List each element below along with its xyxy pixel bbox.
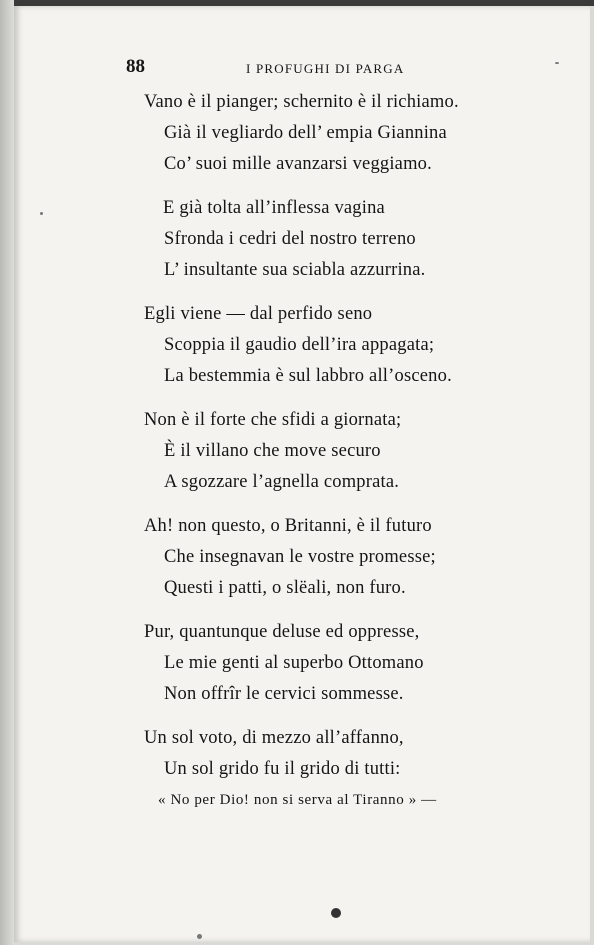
verse-line: Pur, quantunque deluse ed oppresse, xyxy=(144,622,420,642)
stanza xyxy=(0,622,594,728)
verse-line: Questi i patti, o slëali, non furo. xyxy=(164,578,406,598)
paper-speck xyxy=(197,934,202,939)
page-header xyxy=(0,56,594,80)
poem-body xyxy=(0,92,594,834)
verse-line: A sgozzare l’agnella comprata. xyxy=(164,472,400,492)
stanza xyxy=(0,410,594,516)
verse-line-small-caps: « No per Dio! non si serva al Tiranno » — xyxy=(158,792,437,808)
verse-line: E già tolta all’inflessa vagina xyxy=(163,198,385,218)
stanza xyxy=(0,728,594,834)
verse-line: È il villano che move securo xyxy=(164,441,381,461)
verse-line: Un sol voto, di mezzo all’affanno, xyxy=(144,728,404,748)
verse-line: Che insegnavan le vostre promesse; xyxy=(164,547,436,567)
verse-line: Co’ suoi mille avanzarsi veggiamo. xyxy=(164,154,432,174)
verse-line: Non offrîr le cervici sommesse. xyxy=(164,684,404,704)
stanza xyxy=(0,516,594,622)
verse-line: Le mie genti al superbo Ottomano xyxy=(164,653,424,673)
stanza xyxy=(0,198,594,304)
paper-speck xyxy=(555,62,559,64)
verse-line: Non è il forte che sfidi a giornata; xyxy=(144,410,402,430)
running-title: I PROFUGHI DI PARGA xyxy=(246,61,405,76)
verse-line: La bestemmia è sul labbro all’osceno. xyxy=(164,366,452,386)
verse-line: Vano è il pianger; schernito è il richiamo. xyxy=(144,92,459,112)
verse-line: Egli viene — dal perfido seno xyxy=(144,304,373,324)
stanza xyxy=(0,304,594,410)
paper-speck xyxy=(40,212,43,215)
verse-line: L’ insultante sua sciabla azzurrina. xyxy=(164,260,426,280)
verse-line: Già il vegliardo dell’ empia Giannina xyxy=(164,123,447,143)
verse-line: Ah! non questo, o Britanni, è il futuro xyxy=(144,516,432,536)
verse-line: Un sol grido fu il grido di tutti: xyxy=(164,759,401,779)
verse-line: Scoppia il gaudio dell’ira appagata; xyxy=(164,335,435,355)
page-number: 88 xyxy=(126,56,145,77)
stanza xyxy=(0,92,594,198)
verse-line: Sfronda i cedri del nostro terreno xyxy=(164,229,416,249)
bottom-ornament xyxy=(331,908,341,918)
